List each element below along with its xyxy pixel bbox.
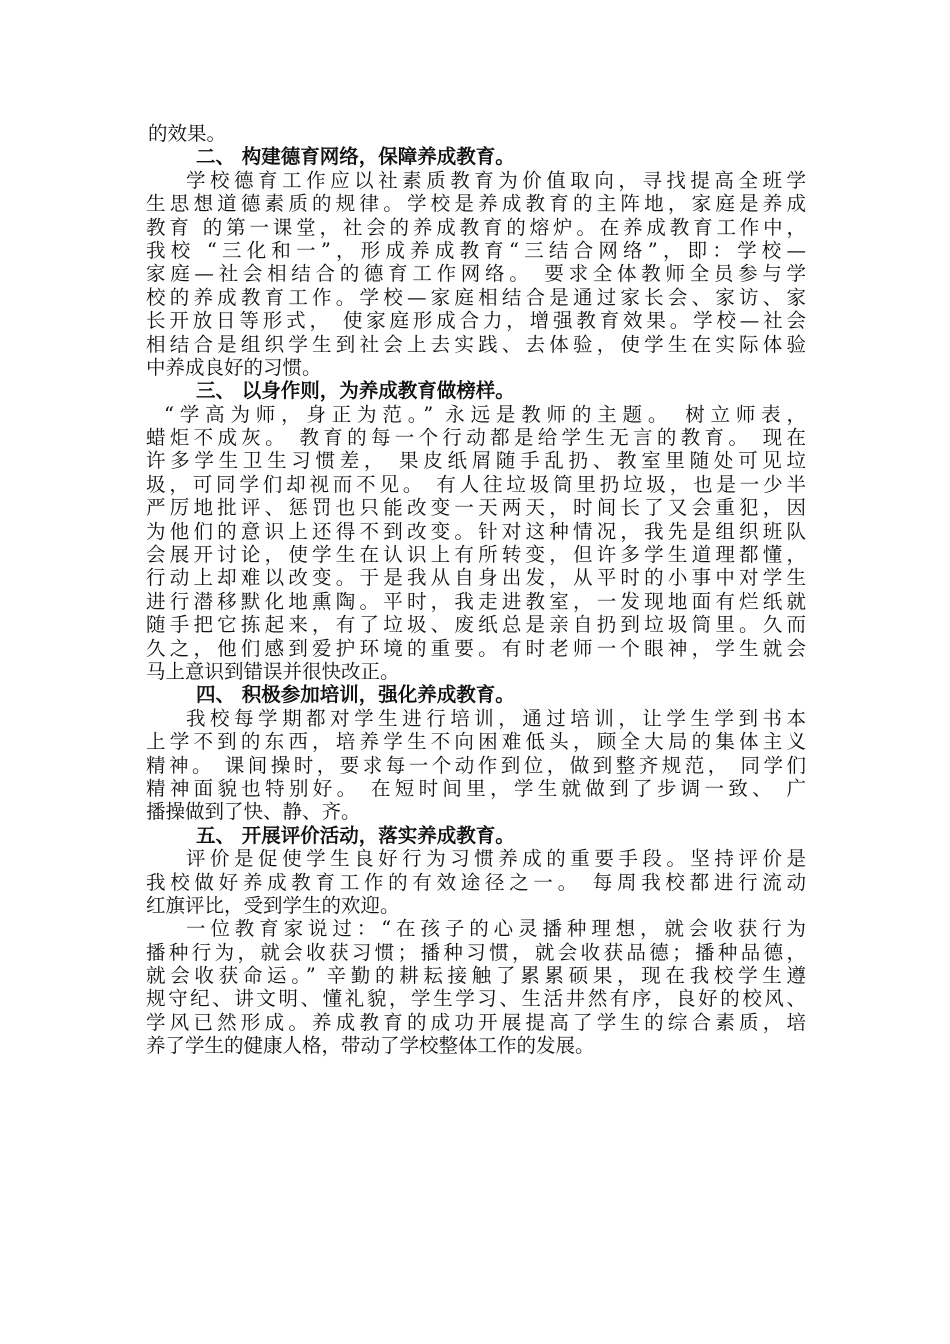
section-heading-4: 四、 积极参加培训，强化养成教育。 <box>196 683 515 707</box>
paragraph-line: 许多学生卫生习惯差， 果皮纸屑随手乱扔、教室里随处可见垃 <box>146 449 806 473</box>
section-heading-5: 五、 开展评价活动，落实养成教育。 <box>196 823 515 847</box>
paragraph-line: 养了学生的健康人格，带动了学校整体工作的发展。 <box>146 1034 595 1058</box>
document-page <box>146 122 806 1058</box>
paragraph-line: 为他们的意识上还得不到改变。针对这种情况，我先是组织班队 <box>146 519 806 543</box>
paragraph-line: 的效果。 <box>148 122 227 145</box>
paragraph-line: 行动上却难以改变。于是我从自身出发，从平时的小事中对学生 <box>146 566 806 590</box>
section-heading-2: 二、 构建德育网络，保障养成教育。 <box>196 145 515 169</box>
paragraph-line: 圾，可同学们却视而不见。 有人往垃圾筒里扔垃圾，也是一少半 <box>146 472 806 496</box>
paragraph-line: 校的养成教育工作。学校—家庭相结合是通过家长会、家访、家 <box>146 285 806 309</box>
paragraph-line: 播操做到了快、静、齐。 <box>146 800 361 824</box>
paragraph-line: 久之，他们感到爱护环境的重要。有时老师一个眼神，学生就会 <box>146 636 806 660</box>
paragraph-line: 进行潜移默化地熏陶。平时，我走进教室，一发现地面有烂纸就 <box>146 589 806 613</box>
paragraph-line: 严厉地批评、惩罚也只能改变一天两天，时间长了又会重犯，因 <box>146 496 806 520</box>
paragraph-line: 精神面貌也特别好。 在短时间里，学生就做到了步调一致、 广 <box>146 776 806 800</box>
paragraph-line: 评价是促使学生良好行为习惯养成的重要手段。坚持评价是 <box>186 847 806 871</box>
paragraph-line: 就会收获命运。” 辛勤的耕耘接触了累累硕果，现在我校学生遵 <box>146 964 806 988</box>
paragraph-line: 生思想道德素质的规律。学校是养成教育的主阵地，家庭是养成 <box>146 192 806 216</box>
paragraph-line: 教育 的第一课堂，社会的养成教育的熔炉。在养成教育工作中， <box>146 215 806 239</box>
paragraph-line: 播种行为，就会收获习惯；播种习惯，就会收获品德；播种品德， <box>146 940 806 964</box>
section-heading-3: 三、 以身作则，为养成教育做榜样。 <box>196 379 515 403</box>
paragraph-line: 相结合是组织学生到社会上去实践、去体验，使学生在实际体验 <box>146 332 806 356</box>
paragraph-line: 家庭—社会相结合的德育工作网络。 要求全体教师全员参与学 <box>146 262 806 286</box>
paragraph-line: 红旗评比，受到学生的欢迎。 <box>146 893 400 917</box>
paragraph-line: 我校做好养成教育工作的有效途径之一。 每周我校都进行流动 <box>146 870 806 894</box>
paragraph-line: 长开放日等形式， 使家庭形成合力，增强教育效果。学校—社会 <box>146 309 806 333</box>
paragraph-line: 规守纪、讲文明、懂礼貌，学生学习、生活井然有序，良好的校风、 <box>146 987 806 1011</box>
paragraph-line: 蜡炬不成灰。 教育的每一个行动都是给学生无言的教育。 现在 <box>146 426 806 450</box>
paragraph-line: 学校德育工作应以社素质教育为价值取向，寻找提高全班学 <box>186 168 806 192</box>
paragraph-line: 学风已然形成。养成教育的成功开展提高了学生的综合素质，培 <box>146 1010 806 1034</box>
paragraph-line: 一位教育家说过：“在孩子的心灵播种理想，就会收获行为 <box>186 917 806 941</box>
paragraph-line: 我校每学期都对学生进行培训，通过培训，让学生学到书本 <box>186 706 806 730</box>
paragraph-line: 精神。 课间操时，要求每一个动作到位，做到整齐规范， 同学们 <box>146 753 806 777</box>
paragraph-line: 随手把它拣起来，有了垃圾、废纸总是亲自扔到垃圾筒里。久而 <box>146 613 806 637</box>
paragraph-line: “学高为师，身正为范。” 永远是教师的主题。 树立师表， <box>164 402 806 426</box>
paragraph-line: 会展开讨论，使学生在认识上有所转变，但许多学生道理都懂， <box>146 543 806 567</box>
paragraph-line: 马上意识到错误并很快改正。 <box>146 659 400 683</box>
paragraph-line: 我校 “三化和一”，形成养成教育“三结合网络”，即：学校— <box>146 238 806 262</box>
paragraph-line: 上学不到的东西，培养学生不向困难低头，顾全大局的集体主义 <box>146 730 806 754</box>
paragraph-line: 中养成良好的习惯。 <box>146 355 322 379</box>
